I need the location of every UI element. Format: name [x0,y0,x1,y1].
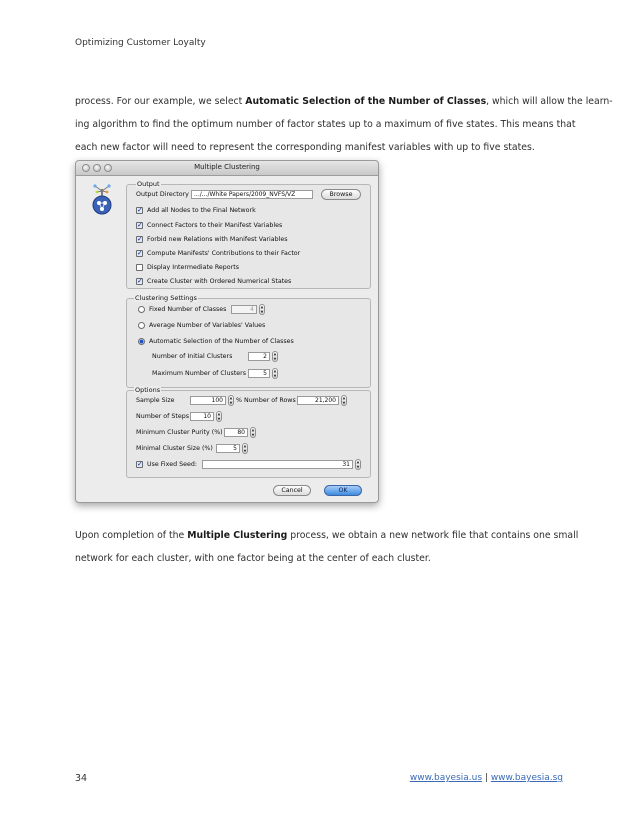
checkbox-connect-factors[interactable] [136,222,143,229]
check-ordered-states[interactable]: ✓ Create Cluster with Ordered Numerical States [136,278,291,285]
check-compute-contributions[interactable]: ✓ Compute Manifests' Contributions to their Factor [136,250,300,257]
min-cluster-size-label: Minimal Cluster Size (%) [136,445,213,452]
initial-clusters-field[interactable]: 2 [248,352,270,361]
radio-fixed-number[interactable]: Fixed Number of Classes [138,306,226,313]
completion-paragraph [75,529,579,575]
checkbox-ordered-states[interactable] [136,278,143,285]
initial-clusters-stepper[interactable]: ▲ ▼ [273,352,277,361]
max-clusters-label: Maximum Number of Clusters [152,370,247,377]
browse-button[interactable]: Browse [321,189,361,200]
check-forbid-relations[interactable]: ✓ Forbid new Relations with Manifest Variables [136,236,288,243]
completion-line-2: network for each cluster, with one factor being at the center of each cluster. [75,553,431,564]
radio-average-values-button[interactable] [138,322,145,329]
checkbox-use-fixed-seed[interactable] [136,461,143,468]
radio-automatic-selection-button[interactable] [138,338,145,345]
link-bayesia-us[interactable]: www.bayesia.us [409,773,483,783]
intro-paragraph [75,95,613,164]
check-use-fixed-seed[interactable]: ✓ Use Fixed Seed: [136,461,197,468]
output-directory-field[interactable]: .../.../White Papers/2009_NVFS/VZ [191,190,313,199]
output-directory-label: Output Directory [136,191,189,198]
sample-size-label: Sample Size [136,397,175,404]
intro-line-2: ing algorithm to find the optimum number of factor states up to a maximum of five states. This means that [75,119,576,130]
completion-line-1: Upon completion of the Multiple Clustering process, we obtain a new network file that contains one small [75,530,579,541]
number-of-rows-stepper[interactable]: ▲ ▼ [342,396,346,405]
number-of-steps-label: Number of Steps [136,413,189,420]
check-display-reports[interactable]: Display Intermediate Reports [136,264,239,271]
page-number: 34 [75,773,88,784]
bold-automatic-selection: Automatic Selection of the Number of Classes [245,96,487,107]
number-of-rows-label: % Number of Rows [236,397,296,404]
min-cluster-size-stepper[interactable]: ▲ ▼ [243,444,247,453]
check-add-all-nodes[interactable]: ✓ Add all Nodes to the Final Network [136,207,256,214]
multiple-clustering-dialog [75,160,379,503]
min-cluster-purity-stepper[interactable]: ▲ ▼ [251,428,255,437]
number-of-steps-field[interactable]: 10 [190,412,214,421]
checkbox-compute-contributions[interactable] [136,250,143,257]
link-bayesia-sg[interactable]: www.bayesia.sg [490,773,563,783]
radio-fixed-number-button[interactable] [138,306,145,313]
checkbox-forbid-relations[interactable] [136,236,143,243]
clustering-settings-label: Clustering Settings [135,294,197,302]
min-cluster-purity-field[interactable]: 80 [224,428,248,437]
radio-automatic-selection[interactable]: Automatic Selection of the Number of Classes [138,338,294,345]
check-connect-factors[interactable]: ✓ Connect Factors to their Manifest Variables [136,222,282,229]
options-group-label: Options [135,386,161,394]
fixed-number-field[interactable]: 4 [231,305,257,314]
checkbox-display-reports[interactable] [136,264,143,271]
fixed-seed-stepper[interactable]: ▲ ▼ [356,460,360,469]
running-header: Optimizing Customer Loyalty [75,38,206,48]
title-bar [76,161,378,176]
fixed-seed-field[interactable]: 31 [202,460,353,469]
number-of-rows-field[interactable]: 21,200 [297,396,339,405]
number-of-steps-stepper[interactable]: ▲ ▼ [217,412,221,421]
dialog-title: Multiple Clustering [194,163,260,171]
multiple-clustering-icon [88,183,118,217]
ok-button[interactable]: OK [324,485,362,496]
intro-line-3: each new factor will need to represent the corresponding manifest variables with up to five states. [75,142,535,153]
max-clusters-stepper[interactable]: ▲ ▼ [273,369,277,378]
initial-clusters-label: Number of Initial Clusters [152,353,233,360]
max-clusters-field[interactable]: 5 [248,369,270,378]
min-cluster-purity-label: Minimum Cluster Purity (%) [136,429,223,436]
intro-line-1: process. For our example, we select Automatic Selection of the Number of Classes, which will allow the learn- [75,96,613,107]
sample-size-stepper[interactable]: ▲ ▼ [229,396,233,405]
min-cluster-size-field[interactable]: 5 [216,444,240,453]
footer-links: www.bayesia.us | www.bayesia.sg [409,773,563,783]
fixed-number-stepper[interactable]: ▲ ▼ [260,305,264,314]
radio-average-values[interactable]: Average Number of Variables' Values [138,322,265,329]
cancel-button[interactable]: Cancel [273,485,311,496]
bold-multiple-clustering: Multiple Clustering [187,530,288,541]
output-group-label: Output [137,180,160,188]
sample-size-field[interactable]: 100 [190,396,226,405]
checkbox-add-all-nodes[interactable] [136,207,143,214]
